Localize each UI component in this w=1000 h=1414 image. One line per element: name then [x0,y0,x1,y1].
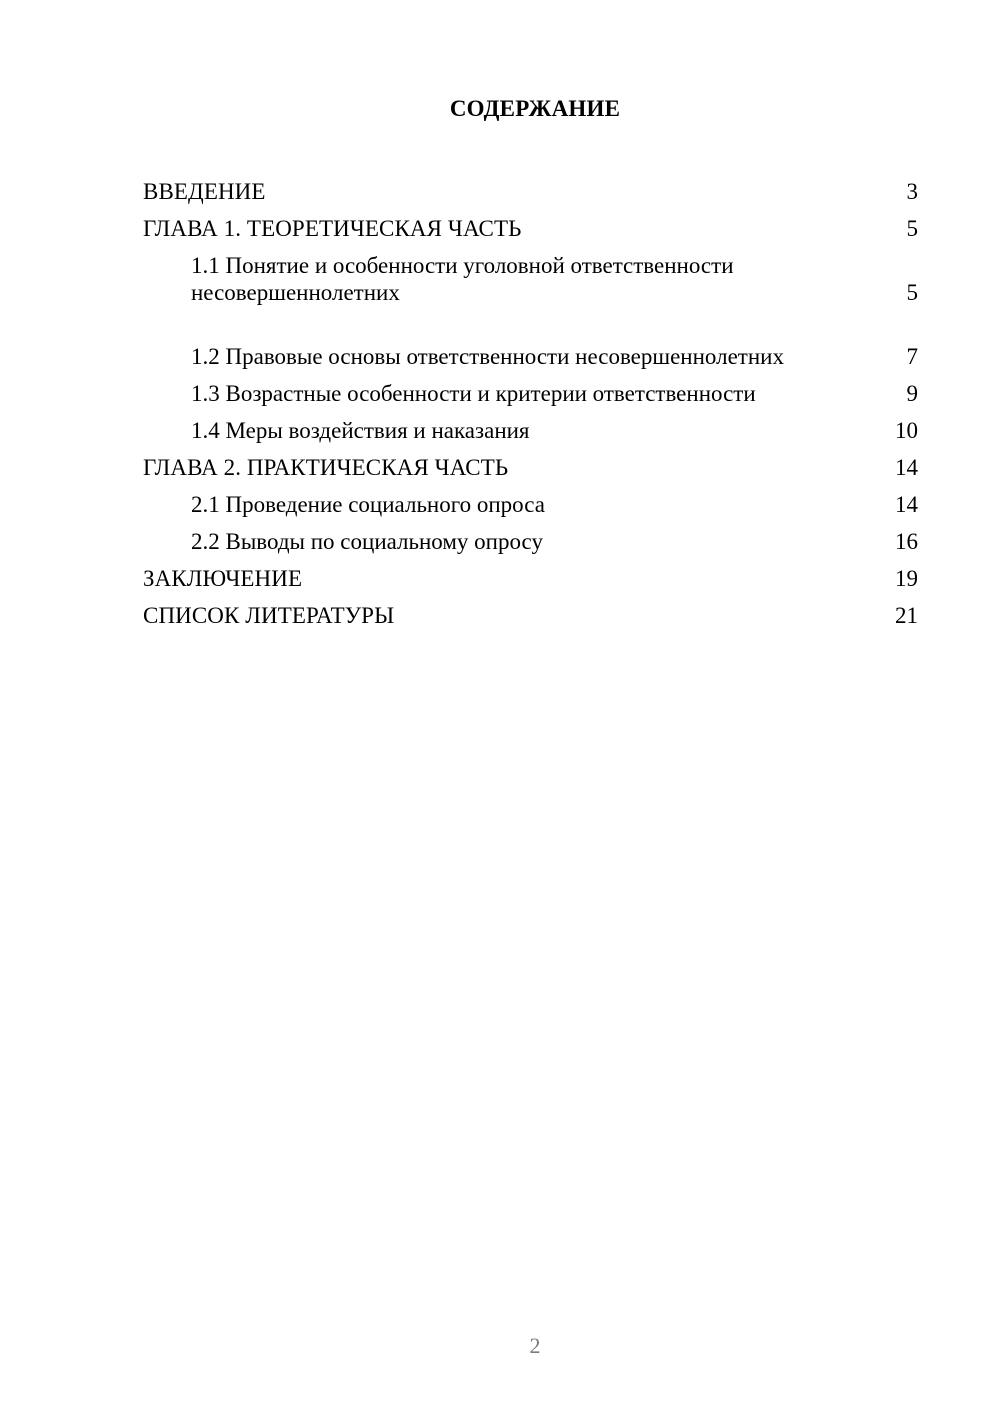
toc-entry-page: 5 [906,280,918,305]
toc-entry-page: 21 [895,603,918,628]
toc-entry-page: 14 [895,492,918,517]
toc-entry[interactable] [143,168,918,205]
toc-entry[interactable] [143,242,918,306]
toc-entry-page: 9 [906,381,918,406]
toc-entry-label: СПИСОК ЛИТЕРАТУРЫ [143,603,395,628]
toc-entry-label: ГЛАВА 2. ПРАКТИЧЕСКАЯ ЧАСТЬ [143,455,509,480]
toc-entry[interactable] [143,555,918,592]
toc-entry-label: ВВЕДЕНИЕ [143,179,266,204]
table-of-contents [143,168,918,629]
toc-entry-label: 1.1 Понятие и особенности уголовной ответственности несовершеннолетних [191,253,734,305]
toc-title: СОДЕРЖАНИЕ [449,96,621,121]
toc-entry-page: 5 [906,216,918,241]
toc-entry-page: 7 [906,344,918,369]
toc-entry-label: 1.4 Меры воздействия и наказания [191,418,530,443]
toc-entry-label: ГЛАВА 1. ТЕОРЕТИЧЕСКАЯ ЧАСТЬ [143,216,522,241]
toc-entry-page: 14 [895,455,918,480]
toc-entry[interactable] [143,306,918,370]
toc-entry[interactable] [143,370,918,407]
toc-entry[interactable] [143,407,918,444]
toc-entry[interactable] [143,481,918,518]
toc-entry-label: 2.2 Выводы по социальному опросу [191,529,543,554]
toc-entry-label: ЗАКЛЮЧЕНИЕ [143,566,303,591]
toc-entry-page: 16 [895,529,918,554]
page-number: 2 [529,1333,541,1358]
toc-entry-page: 10 [895,418,918,443]
toc-entry[interactable] [143,444,918,481]
toc-entry-label: 1.2 Правовые основы ответственности несовершеннолетних [191,344,784,369]
toc-entry-label: 1.3 Возрастные особенности и критерии ответственности [191,381,756,406]
toc-entry[interactable] [143,518,918,555]
toc-entry-page: 3 [906,179,918,204]
toc-entry[interactable] [143,205,918,242]
toc-entry[interactable] [143,592,918,629]
toc-entry-page: 19 [895,566,918,591]
toc-entry-label: 2.1 Проведение социального опроса [191,492,545,517]
